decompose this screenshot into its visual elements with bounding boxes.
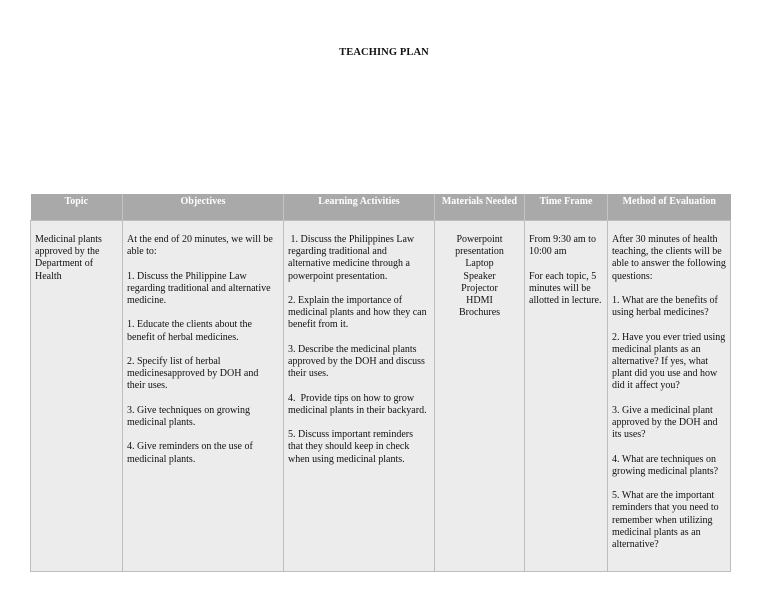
evaluation-item: 2. Have you ever tried using medicinal plants as an alternative? If yes, what plant did you use and how did it affect you? (612, 331, 728, 392)
time-item: For each topic, 5 minutes will be allotted in lecture. (529, 270, 602, 306)
table-row (31, 221, 731, 572)
topic-text: Medicinal plants approved by the Department of Health (35, 234, 105, 282)
material-item: presentation (455, 246, 504, 258)
cell-topic (31, 221, 123, 572)
teaching-plan-table (30, 194, 731, 572)
objective-item: 4. Give reminders on the use of medicinal plants. (127, 441, 256, 465)
material-item: Projector (461, 282, 498, 294)
evaluation-item: After 30 minutes of health teaching, the clients will be able to answer the following questions: (612, 234, 729, 282)
evaluation-item: 4. What are techniques on growing medicinal plants? (612, 453, 719, 477)
objective-item: At the end of 20 minutes, we will be able to: (127, 234, 276, 258)
objective-item: 1. Discuss the Philippine Law regarding traditional and alternative medicine. (127, 270, 274, 306)
material-item: Laptop (465, 258, 494, 270)
header-materials-needed: Materials Needed (435, 194, 525, 221)
header-method-of-evaluation: Method of Evaluation (608, 194, 731, 221)
evaluation-item: 3. Give a medicinal plant approved by the DOH and its uses? (612, 404, 721, 441)
page-title: TEACHING PLAN (339, 47, 429, 58)
activity-item: 1. Discuss the Philippines Law regarding traditional and alternative medicine through a powerpoint presentation. (288, 234, 417, 282)
cell-time-frame (525, 221, 608, 572)
material-item: Brochures (458, 307, 501, 319)
activity-item: 3. Describe the medicinal plants approved by the DOH and discuss their uses. (288, 343, 428, 380)
objective-item: 2. Specify list of herbal medicinesapproved by DOH and their uses. (127, 355, 261, 392)
activity-item: 5. Discuss important reminders that they should keep in check when using medicinal plants. (288, 429, 416, 465)
evaluation-item: 5. What are the important reminders that you need to remember when utilizing medicinal plants as an alternative? (612, 490, 722, 550)
time-item: From 9:30 am to 10:00 am (529, 234, 599, 258)
material-item: Powerpoint (456, 234, 503, 245)
objective-item: 1. Educate the clients about the benefit of herbal medicines. (127, 319, 255, 343)
cell-method-of-evaluation (608, 221, 731, 572)
cell-materials-needed (435, 221, 525, 572)
cell-objectives (123, 221, 284, 572)
header-topic: Topic (31, 194, 123, 221)
objective-item: 3. Give techniques on growing medicinal plants. (127, 404, 253, 428)
activity-item: 2. Explain the importance of medicinal plants and how they can benefit from it. (288, 295, 430, 331)
material-item: Speaker (463, 270, 496, 282)
header-row (31, 194, 731, 221)
activity-item: 4. Provide tips on how to grow medicinal plants in their backyard. (288, 392, 427, 416)
cell-learning-activities (284, 221, 435, 572)
material-item: HDMI (466, 295, 493, 307)
evaluation-item: 1. What are the benefits of using herbal medicines? (612, 295, 721, 319)
header-time-frame: Time Frame (525, 194, 608, 221)
header-objectives: Objectives (123, 194, 284, 221)
header-learning-activities: Learning Activities (284, 194, 435, 221)
